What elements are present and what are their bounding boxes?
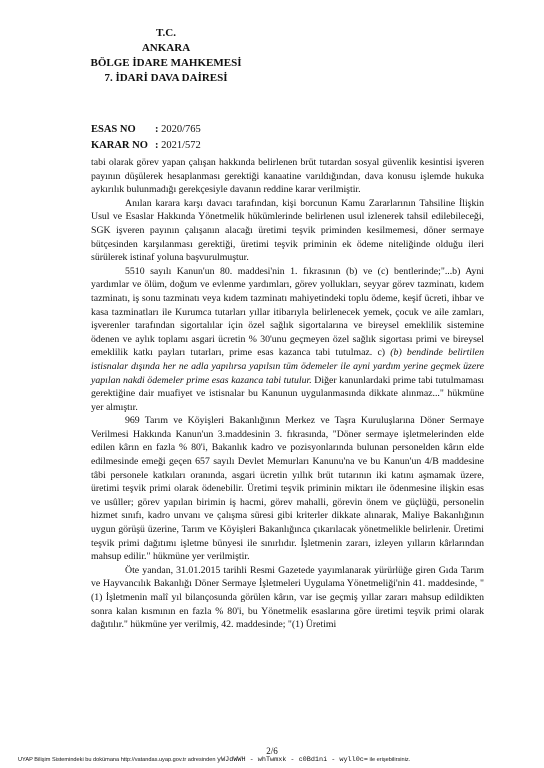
karar-label: KARAR NO	[91, 140, 148, 151]
karar-colon: :	[155, 140, 162, 151]
paragraph-continuation: tabi olarak görev yapan çalışan hakkında belirlenen brüt tutardan sosyal güvenlik kesintisi işveren payının düşülerek hesaplanması gerektiği kanaatine varıldığından, dava konusu işlemde hukuka aykırılık bulunmadığı gerekçesiyle davanın reddine karar verilmiştir.	[91, 157, 484, 196]
karar-value: 2021/572	[161, 140, 201, 151]
page-number: 2/6	[266, 746, 278, 756]
footer-suffix: ile erişebilirsiniz.	[369, 757, 411, 763]
esas-value: 2020/765	[161, 124, 201, 135]
header-court: BÖLGE İDARE MAHKEMESİ	[90, 57, 242, 69]
esas-colon: :	[155, 124, 162, 135]
law-5510-text-end: Diğer kanunlardaki prime tabi tutulmaması gerektiğine dair muafiyet ve istisnalar bu Kanunun uygulanmasında dikkate alınmaz..." hükmüne yer almıştır.	[91, 374, 485, 413]
footer-access-code: yWJdWWH - whTwmxk - c0Bd1ni - wyll0c=	[217, 756, 368, 764]
esas-row	[91, 122, 201, 138]
header-republic: T.C.	[156, 27, 176, 39]
paragraph-law-969: 969 Tarım ve Köyişleri Bakanlığının Merkez ve Taşra Kuruluşlarına Döner Sermaye Verilmesi Hakkında Kanun'un 3.maddesinin 3. fıkrasında, "Döner sermaye işletmelerinden elde edilen kârın en fazla % 80'i, Bakanlık kadro ve pozisyonlarında bulunan personelden kârın elde edilmesinde emeği geçen 657 sayılı Devlet Memurları Kanunu'na ve bu Kanun'un 4/B maddesine tâbi personele katkıları oranında, asgari ücretin yıllık brüt tutarının iki katını aşmamak üzere, üretimi teşvik primi olarak ödenebilir. Üretimi teşvik priminin miktarı ile ödenmesine ilişkin esas ve usûller; görev yapılan birimin iş hacmi, görev mahalli, görevin önem ve güçlüğü, personelin hizmet sınıfı, kadro unvanı ve çalışma süresi gibi kriterler dikkate alınarak, Maliye Bakanlığının uygun görüşü üzerine, Tarım ve Köyişleri Bakanlığınca çıkarılacak yönetmelikle belirlenir. Üretimi teşvik primi dağıtımı işletme bünyesi ile sınırlıdır. İşletmenin zararı, izleyen yılların kârlarından mahsup edilir." hükmüne yer verilmiştir.	[91, 415, 484, 563]
law-5510-text: 5510 sayılı Kanun'un 80. maddesi'nin 1. fıkrasının (b) ve (c) bentlerinde;"...b) Ayni yardımlar ve ölüm, doğum ve evlenme yardımları, görev yollukları, seyyar görev tazminatı, kıdem tazminatı, iş sonu tazminatı veya kıdem tazminatı mahiyetindeki toplu ödeme, keşif ücreti, ihbar ve kasa tazminatları ile Kurumca tutarları yıllar itibarıyla belirlenecek yemek, çocuk ve aile zamları, işverenler tarafından sigortalılar için özel sağlık sigortalarına ve bireysel emeklilik sistemine ödenen ve aylık toplamı asgari ücretin % 30'unu geçmeyen özel sağlık sigortası primi ve bireysel emeklilik katkı payları tutarları, prime esas kazanca tabi tutulmaz. c)	[91, 265, 484, 359]
header-chamber: 7. İDARİ DAVA DAİRESİ	[104, 72, 228, 84]
uyap-footer	[18, 756, 410, 764]
court-header	[66, 26, 266, 86]
paragraph-law-5510	[91, 265, 484, 415]
header-city: ANKARA	[141, 42, 191, 54]
law-5510-italic: (b) bendinde belirtilen istisnalar dışında her ne adla yapılırsa yapılsın tüm ödemeler ile ayni yardım yerine geçmek üzere yapılan nakdi ödemeler prime esas kazanca tabi tutulur.	[91, 347, 484, 386]
document-body	[91, 156, 484, 632]
case-numbers	[91, 122, 201, 154]
paragraph-regulation: Öte yandan, 31.01.2015 tarihli Resmi Gazetede yayımlanarak yürürlüğe giren Gıda Tarım ve Hayvancılık Bakanlığı Döner Sermaye İşletmeleri Uygulama Yönetmeliği'nin 41. maddesinde, " (1) İşletmenin malî yıl bilançosunda görülen kârın, var ise geçmiş yıllar zararı mahsup edildikten sonra kalan kısmının en fazla % 80'i, bu Yönetmelik esaslarına göre üretimi teşvik primi olarak dağıtılır." hükmüne yer verilmiş, 42. maddesinde; "(1) Üretimi	[91, 564, 484, 631]
footer-prefix: UYAP Bilişim Sistemindeki bu dokümana http://vatandas.uyap.gov.tr adresinden	[18, 757, 216, 763]
esas-label: ESAS NO	[91, 124, 136, 135]
paragraph-appeal: Anılan karara karşı davacı tarafından, kişi borcunun Kamu Zararlarının Tahsiline İlişkin Usul ve Esaslar Hakkında Yönetmelik hükümlerinde belirlenen usul izlenerek tahsil edilebileceği, SGK işveren payının çalışanın alacağı üretimi teşvik priminden kesilmemesi, döner sermaye bütçesinden karşılanması gerektiği, üretimi teşvik priminin ek ödeme niteliğinde olduğu ileri sürülerek istinaf yoluna başvurulmuştur.	[91, 197, 484, 264]
karar-row	[91, 138, 201, 154]
